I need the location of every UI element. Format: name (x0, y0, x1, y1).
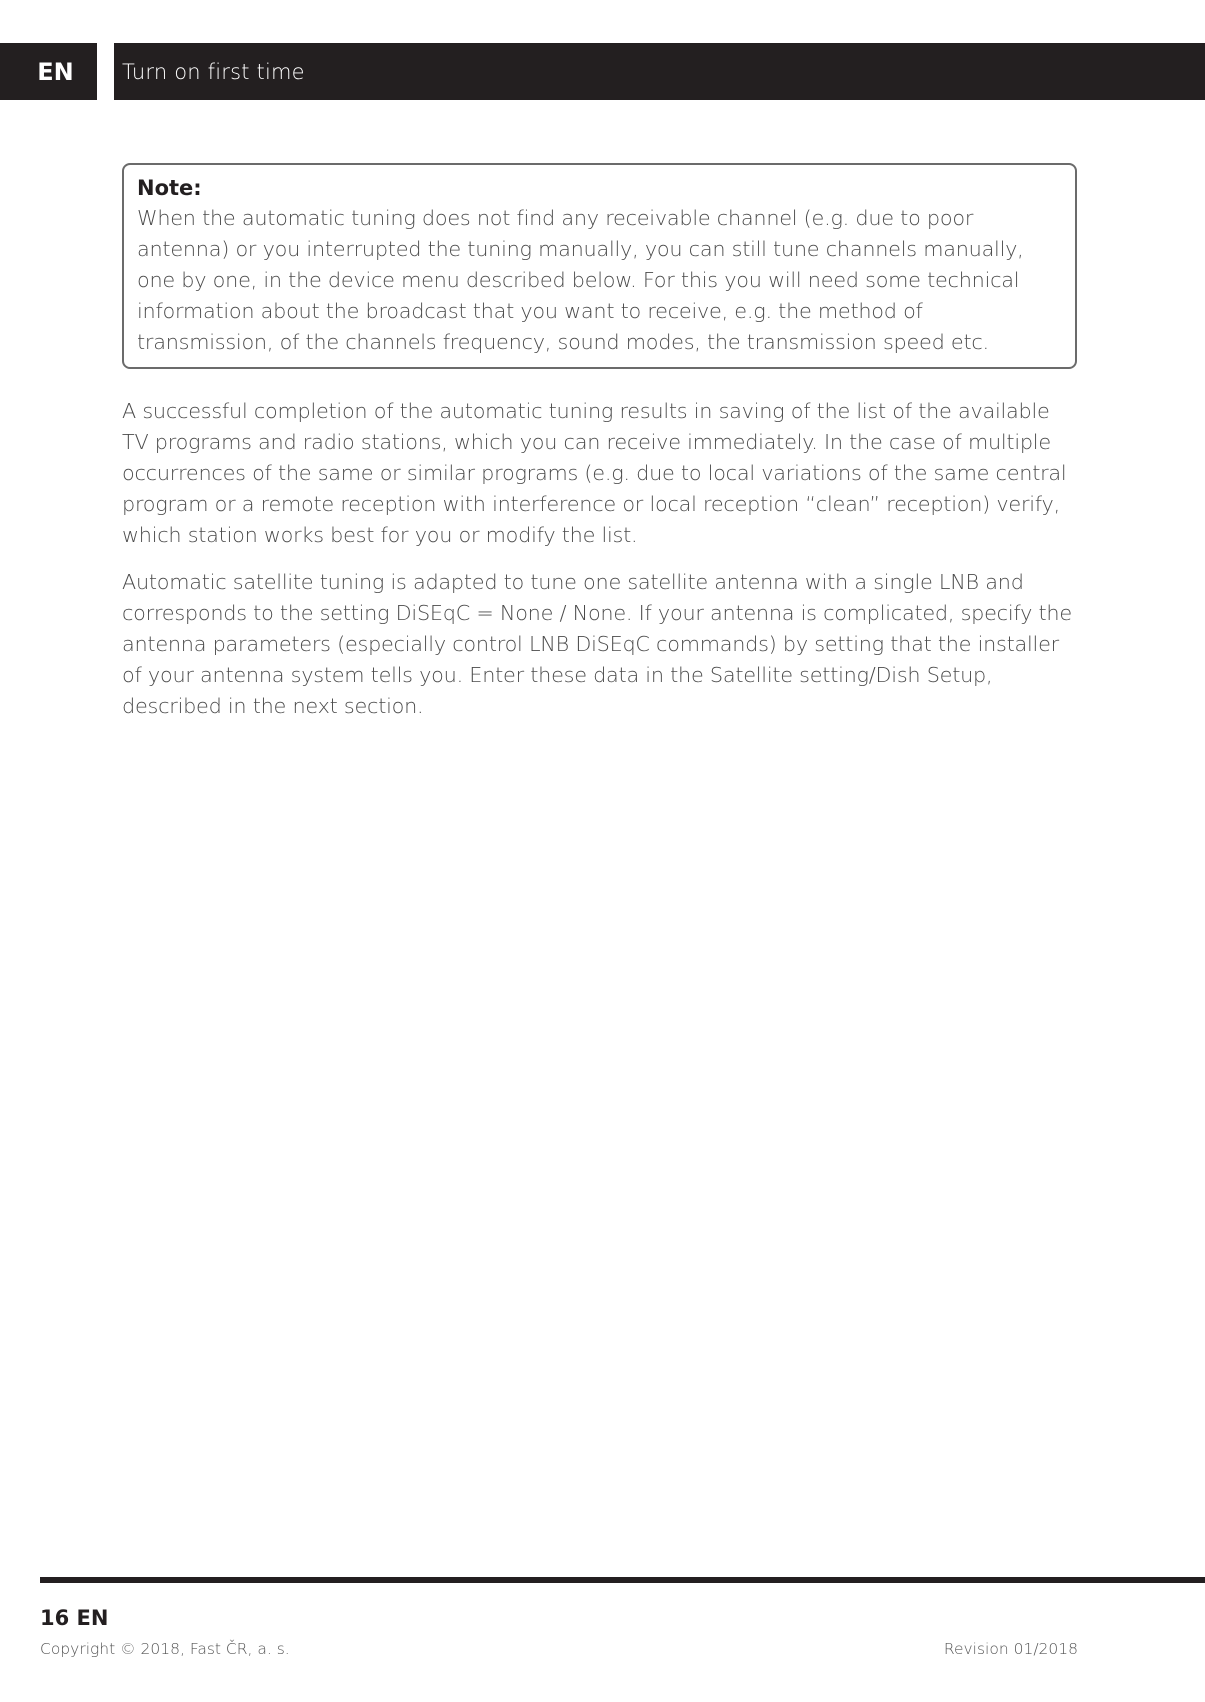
note-text: When the automatic tuning does not find any receivable channel (e.g. due to poor antenna) or you interrupted the tuning manually, you can still tune channels manually, one by one, in the device menu described below. For this you will need some technical information about the broadcast that you want to receive, e.g. the method of transmission, of the channels frequency, sound modes, the transmission speed etc. (137, 206, 1024, 354)
revision-label: Revision 01/2018 (943, 1640, 1078, 1658)
page-number: 16 EN (40, 1606, 109, 1630)
note-box (122, 163, 1077, 369)
body-paragraph-1: A successful completion of the automatic tuning results in saving of the list of the available TV programs and radio stations, which you can receive immediately. In the case of multiple occurrences of the same or similar programs (e.g. due to local variations of the same central program or a remote reception with interference or local reception “clean” reception) verify, which station works best for you or modify the list. (122, 399, 1067, 547)
body-paragraph-2: Automatic satellite tuning is adapted to tune one satellite antenna with a single LNB and corresponds to the setting DiSEqC = None / None. If your antenna is complicated, specify the antenna parameters (especially control LNB DiSEqC commands) by setting that the installer of your antenna system tells you. Enter these data in the Satellite setting/Dish Setup, described in the next section. (122, 570, 1072, 718)
section-header (114, 43, 1205, 100)
note-title: Note: (137, 176, 202, 200)
language-badge: EN (0, 43, 97, 100)
section-title: Turn on first time (122, 59, 305, 84)
footer-divider (40, 1577, 1205, 1583)
copyright-notice: Copyright © 2018, Fast ČR, a. s. (40, 1640, 290, 1658)
